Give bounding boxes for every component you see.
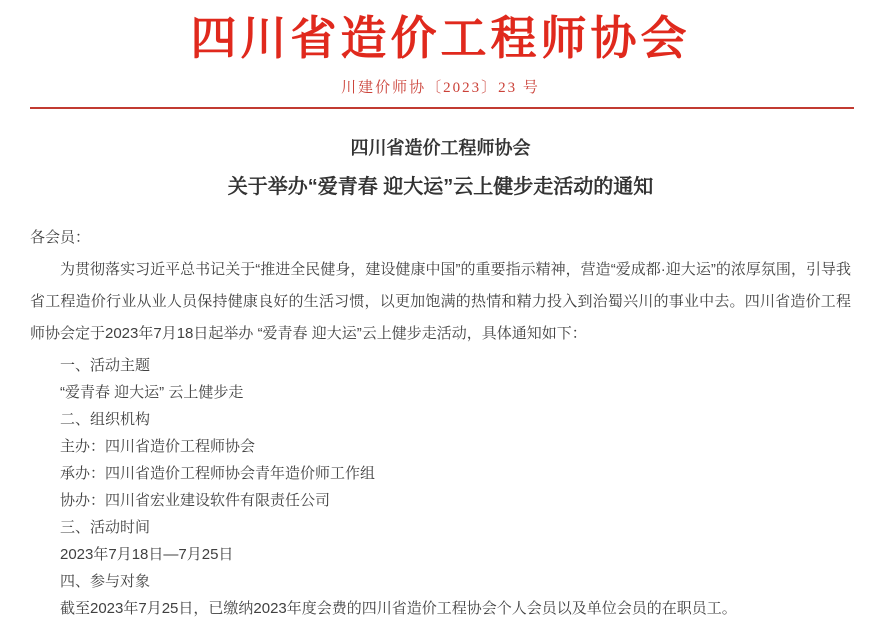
salutation: 各会员： [30, 229, 91, 246]
notice-line-co-organizer: 协办：四川省宏业建设软件有限责任公司 [60, 492, 331, 509]
notice-line-participants-value: 截至2023年7月25日，已缴纳2023年度会费的四川省造价工程协会个人会员以及单位会员的在职员工。 [60, 600, 737, 617]
notice-line-organization-heading: 二、组织机构 [60, 411, 151, 428]
masthead-title: 四川省造价工程师协会 [190, 13, 691, 64]
notice-line-time-value: 2023年7月18日—7月25日 [60, 546, 234, 563]
notice-line-participants-heading: 四、参与对象 [60, 573, 151, 590]
document-number: 川建价师协〔2023〕23 号 [341, 80, 540, 96]
notice-body [30, 228, 851, 622]
intro-paragraph: 为贯彻落实习近平总书记关于“推进全民健身，建设健康中国”的重要指示精神，营造“爱成都·迎大运”的浓厚氛围，引导我省工程造价行业从业人员保持健康良好的生活习惯，以更加饱满的热情和精力投入到治蜀兴川的事业中去。四川省造价工程师协会定于2023年7月18日起举办 “爱青春 迎大运”云上健步走活动，具体通知如下： [30, 261, 851, 342]
notice-line-time-heading: 三、活动时间 [60, 519, 151, 536]
notice-line-organizer: 承办：四川省造价工程师协会青年造价师工作组 [60, 465, 376, 482]
notice-line-theme-value: “爱青春 迎大运” 云上健步走 [60, 384, 244, 401]
notice-org-line: 四川省造价工程师协会 [350, 138, 531, 158]
notice-title: 关于举办“爱青春 迎大运”云上健步走活动的通知 [227, 176, 654, 198]
notice-items [30, 352, 851, 622]
notice-line-host: 主办：四川省造价工程师协会 [60, 438, 256, 455]
masthead-divider [30, 107, 854, 109]
notice-line-theme-heading: 一、活动主题 [60, 357, 151, 374]
